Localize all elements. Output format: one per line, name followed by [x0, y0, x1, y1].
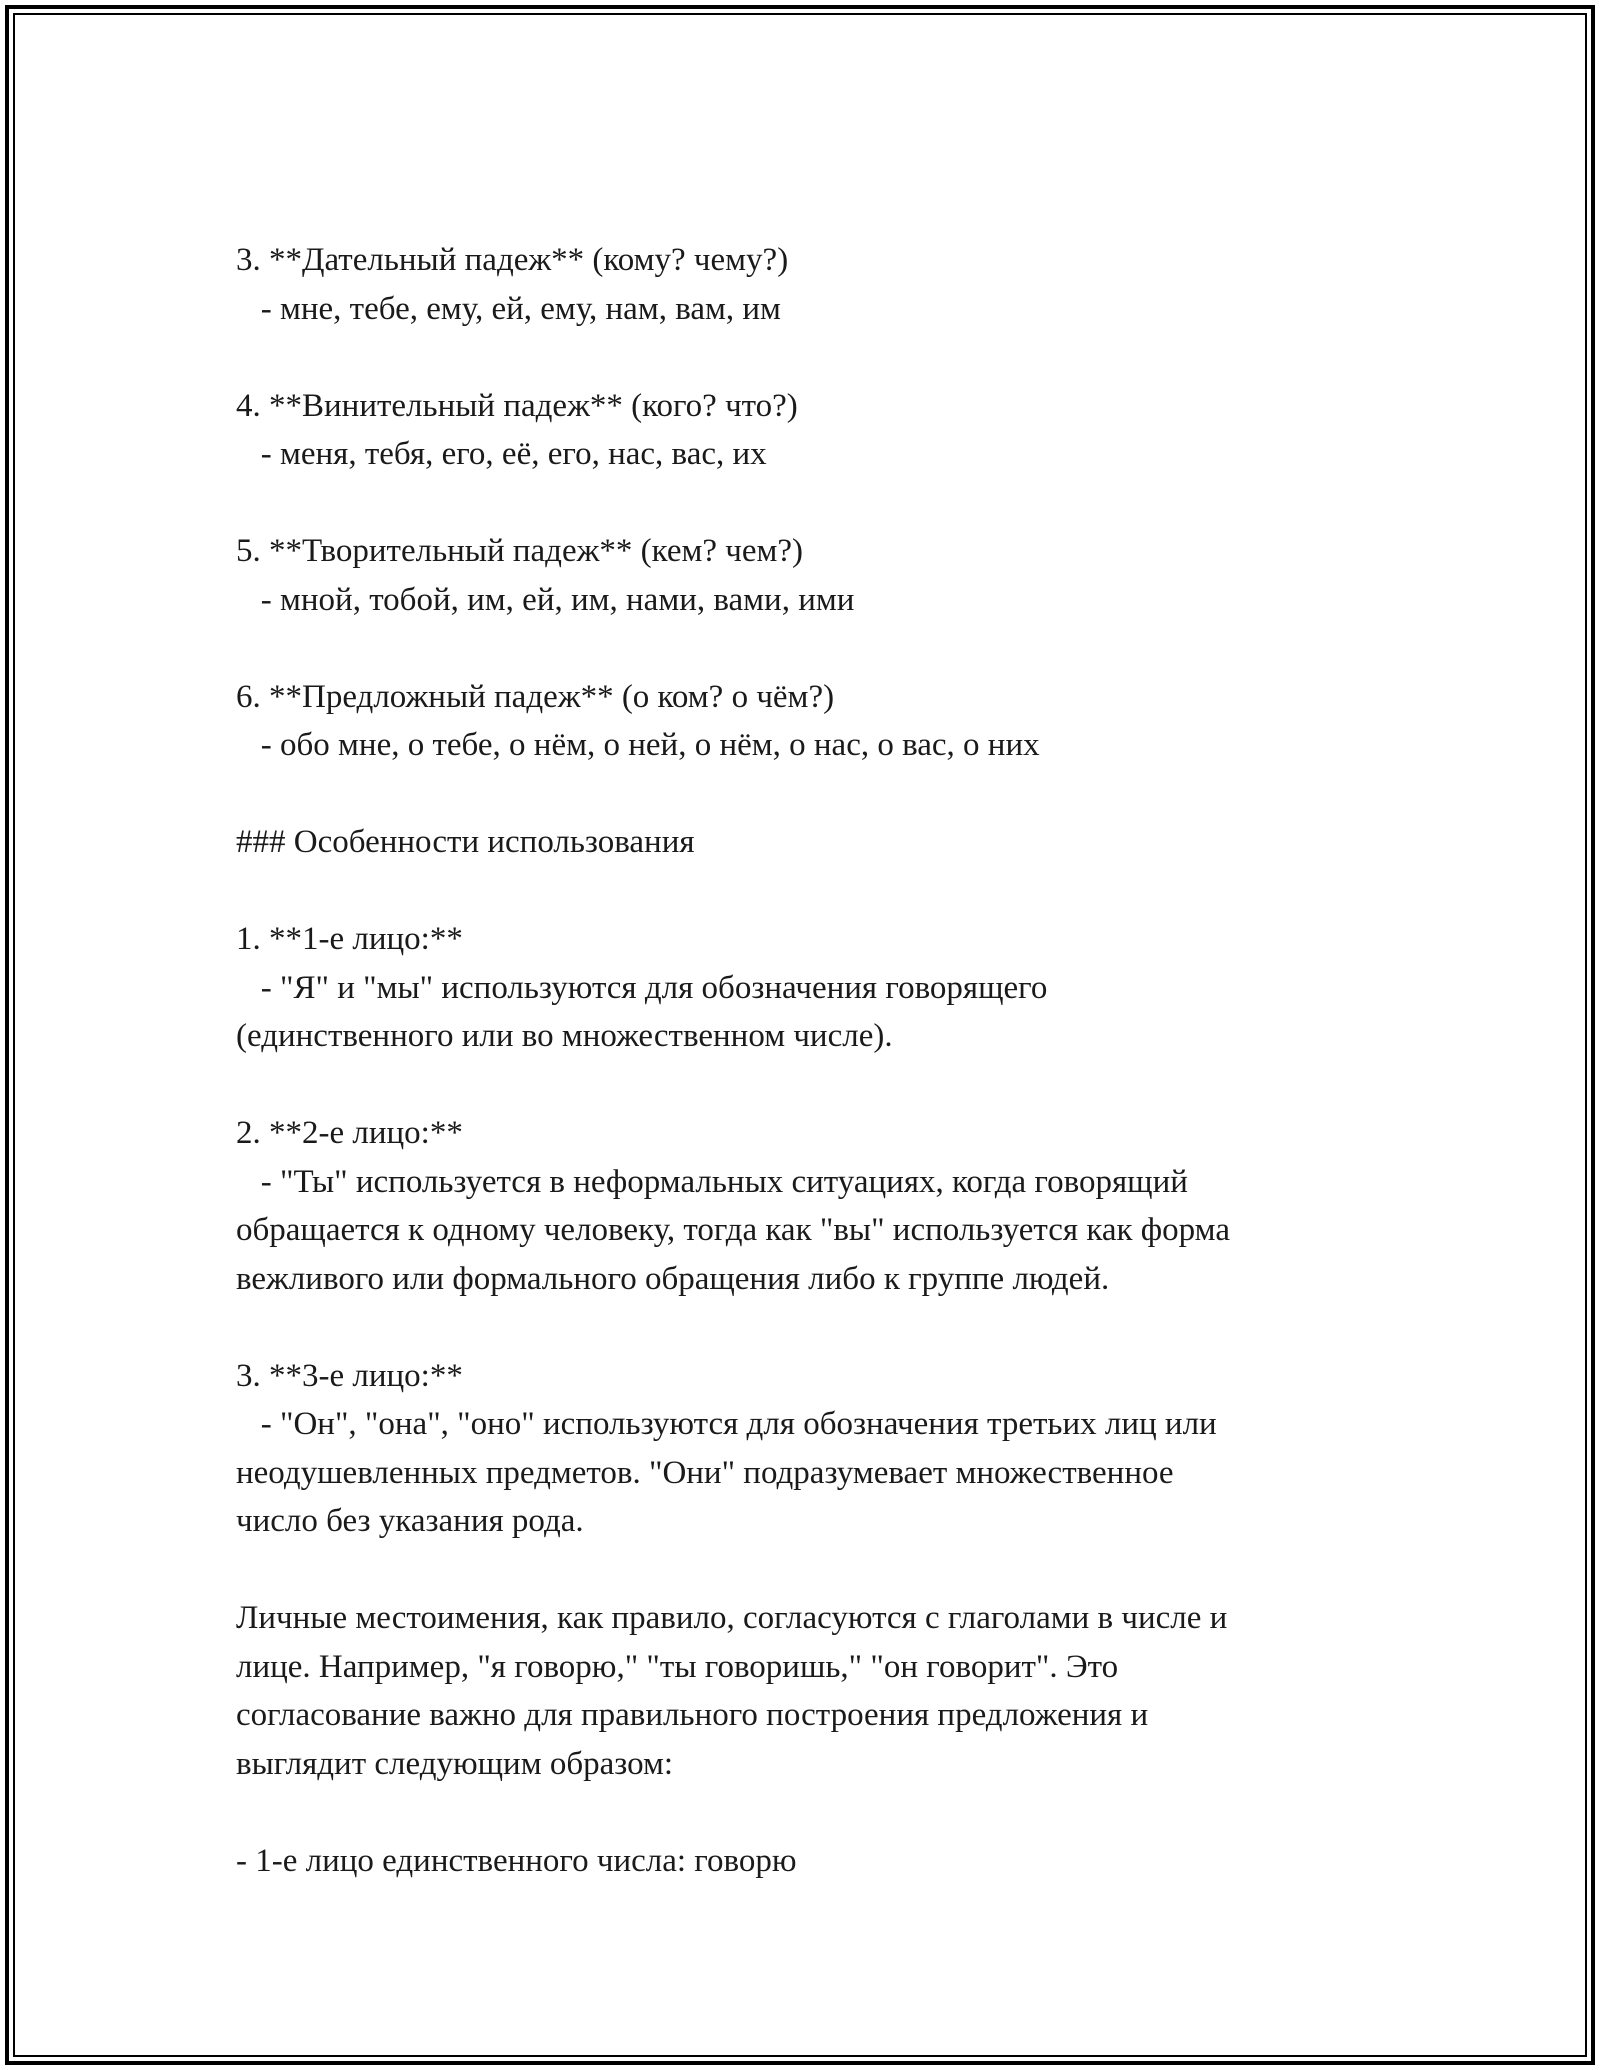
text-line: вежливого или формального обращения либо к группе людей. [236, 1260, 1110, 1297]
text-line: ### Особенности использования [236, 824, 695, 860]
text-line: 5. **Творительный падеж** (кем? чем?) [236, 533, 804, 569]
blank-line [236, 1061, 1416, 1110]
text-line: 3. **Дательный падеж** (кому? чему?) [236, 242, 789, 278]
text-line: 1. **1-е лицо:** [236, 921, 463, 957]
text-line: число без указания рода. [236, 1503, 584, 1539]
text-line: - меня, тебя, его, её, его, нас, вас, их [236, 436, 767, 472]
text-line: Личные местоимения, как правило, согласуются с глаголами в числе и [236, 1600, 1228, 1636]
blank-line [236, 1303, 1416, 1352]
text-line: - "Я" и "мы" используются для обозначения говорящего [236, 969, 1048, 1006]
text-line: согласование важно для правильного построения предложения и [236, 1697, 1149, 1733]
text-line: - 1-е лицо единственного числа: говорю [236, 1842, 797, 1879]
blank-line [236, 770, 1416, 819]
text-line: - "Ты" используется в неформальных ситуациях, когда говорящий [236, 1163, 1188, 1200]
text-line: 4. **Винительный падеж** (кого? что?) [236, 387, 798, 424]
blank-line [236, 867, 1416, 916]
text-line: неодушевленных предметов. "Они" подразумевает множественное [236, 1454, 1174, 1491]
text-line: - обо мне, о тебе, о нём, о ней, о нём, о нас, о вас, о них [236, 727, 1040, 763]
text-line: 2. **2-е лицо:** [236, 1115, 463, 1151]
blank-line [236, 479, 1416, 528]
text-line: лице. Например, "я говорю," "ты говоришь," "он говорит". Это [236, 1648, 1119, 1685]
text-line: - "Он", "она", "оно" используются для обозначения третьих лиц или [236, 1406, 1217, 1442]
text-line: выглядит следующим образом: [236, 1745, 674, 1782]
document-body [236, 236, 1416, 1885]
text-line: (единственного или во множественном числе). [236, 1018, 893, 1054]
text-line: - мной, тобой, им, ей, им, нами, вами, ими [236, 581, 855, 618]
blank-line [236, 333, 1416, 382]
text-line: 6. **Предложный падеж** (о ком? о чём?) [236, 678, 835, 715]
blank-line [236, 1788, 1416, 1837]
blank-line [236, 624, 1416, 673]
text-line: обращается к одному человеку, тогда как "вы" используется как форма [236, 1212, 1230, 1248]
blank-line [236, 1546, 1416, 1595]
text-line: 3. **3-е лицо:** [236, 1357, 463, 1394]
text-line: - мне, тебе, ему, ей, ему, нам, вам, им [236, 290, 781, 327]
